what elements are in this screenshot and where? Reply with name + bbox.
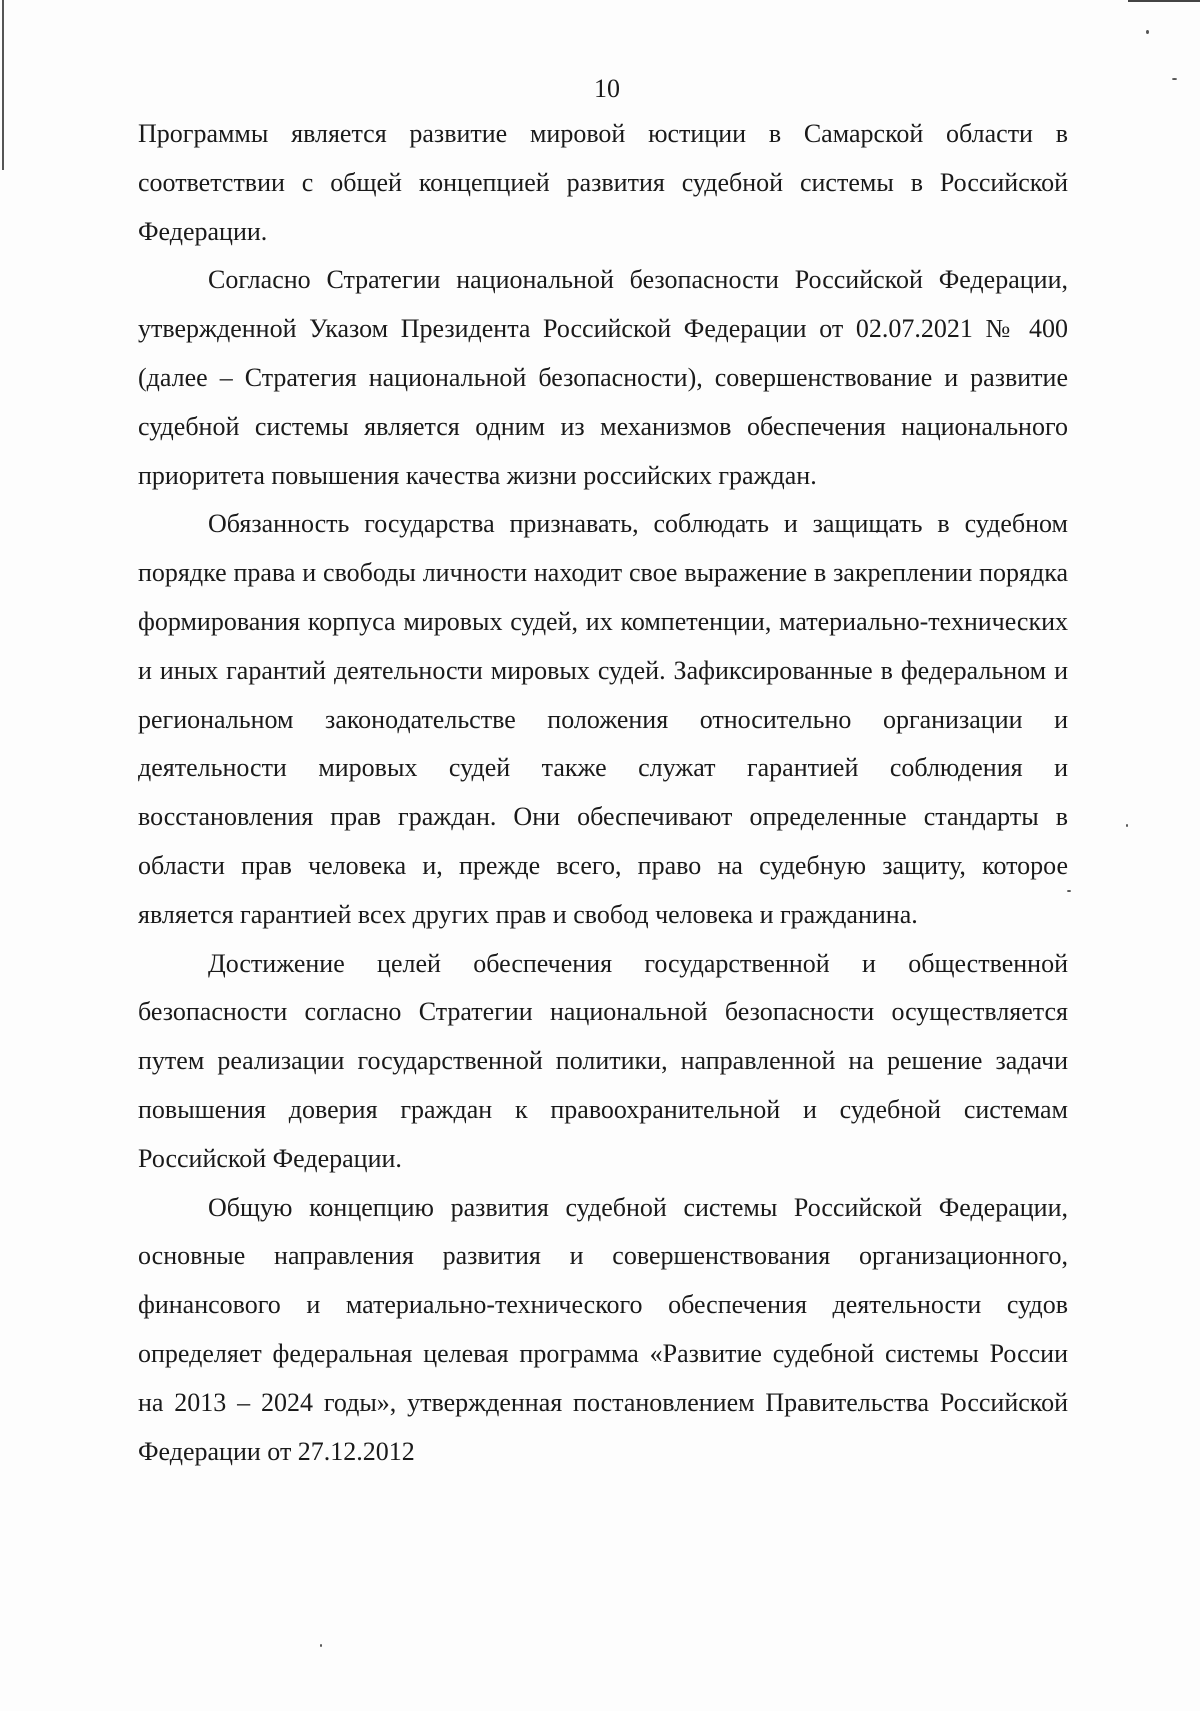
paragraph-security-goals: Достижение целей обеспечения государственной и общественной безопасности согласно Стратегии национальной безопасности осуществляется путем реализации государственной политики, направленной на решение задачи повышения доверия граждан к правоохранительной и судебной системам Российской Федерации. <box>138 948 1068 1173</box>
scan-speck <box>1146 30 1149 34</box>
paragraph-national-security-strategy: Согласно Стратегии национальной безопасности Российской Федерации, утвержденной Указом Президента Российской Федерации от 02.07.2021 № 400 (далее – Стратегия национальной безопасности), совершенствование и развитие судебной системы является одним из механизмов обеспечения национального приоритета повышения качества жизни российских граждан. <box>138 265 1068 490</box>
scan-edge-line <box>1128 0 1200 2</box>
paragraph-state-obligation: Обязанность государства признавать, соблюдать и защищать в судебном порядке права и свободы личности находит свое выражение в закреплении порядка формирования корпуса мировых судей, их компетенции, материально-технических и иных гарантий деятельности мировых судей. Зафиксированные в федеральном и региональном законодательстве положения относительно организации и деятельности мировых судей также служат гарантией соблюдения и восстановления прав граждан. Они обеспечивают определенные стандарты в области прав человека и, прежде всего, право на судебную защиту, которое является гарантией всех других прав и свобод человека и гражданина. <box>138 509 1068 929</box>
paragraph-judicial-concept: Общую концепцию развития судебной системы Российской Федерации, основные направления развития и совершенствования организационного, финансового и материально-технического обеспечения деятельности судов определяет федеральная целевая программа «Развитие судебной системы России на 2013 – 2024 годы», утвержденная постановлением Правительства Российской Федерации от 27.12.2012 <box>138 1192 1068 1466</box>
document-body <box>138 110 1068 1476</box>
scan-speck <box>1126 824 1128 827</box>
paragraph-continuation: Программы является развитие мировой юстиции в Самарской области в соответствии с общей концепцией развития судебной системы в Российской Федерации. <box>138 119 1068 246</box>
page-number: 10 <box>594 74 620 103</box>
scan-speck <box>320 1644 322 1647</box>
